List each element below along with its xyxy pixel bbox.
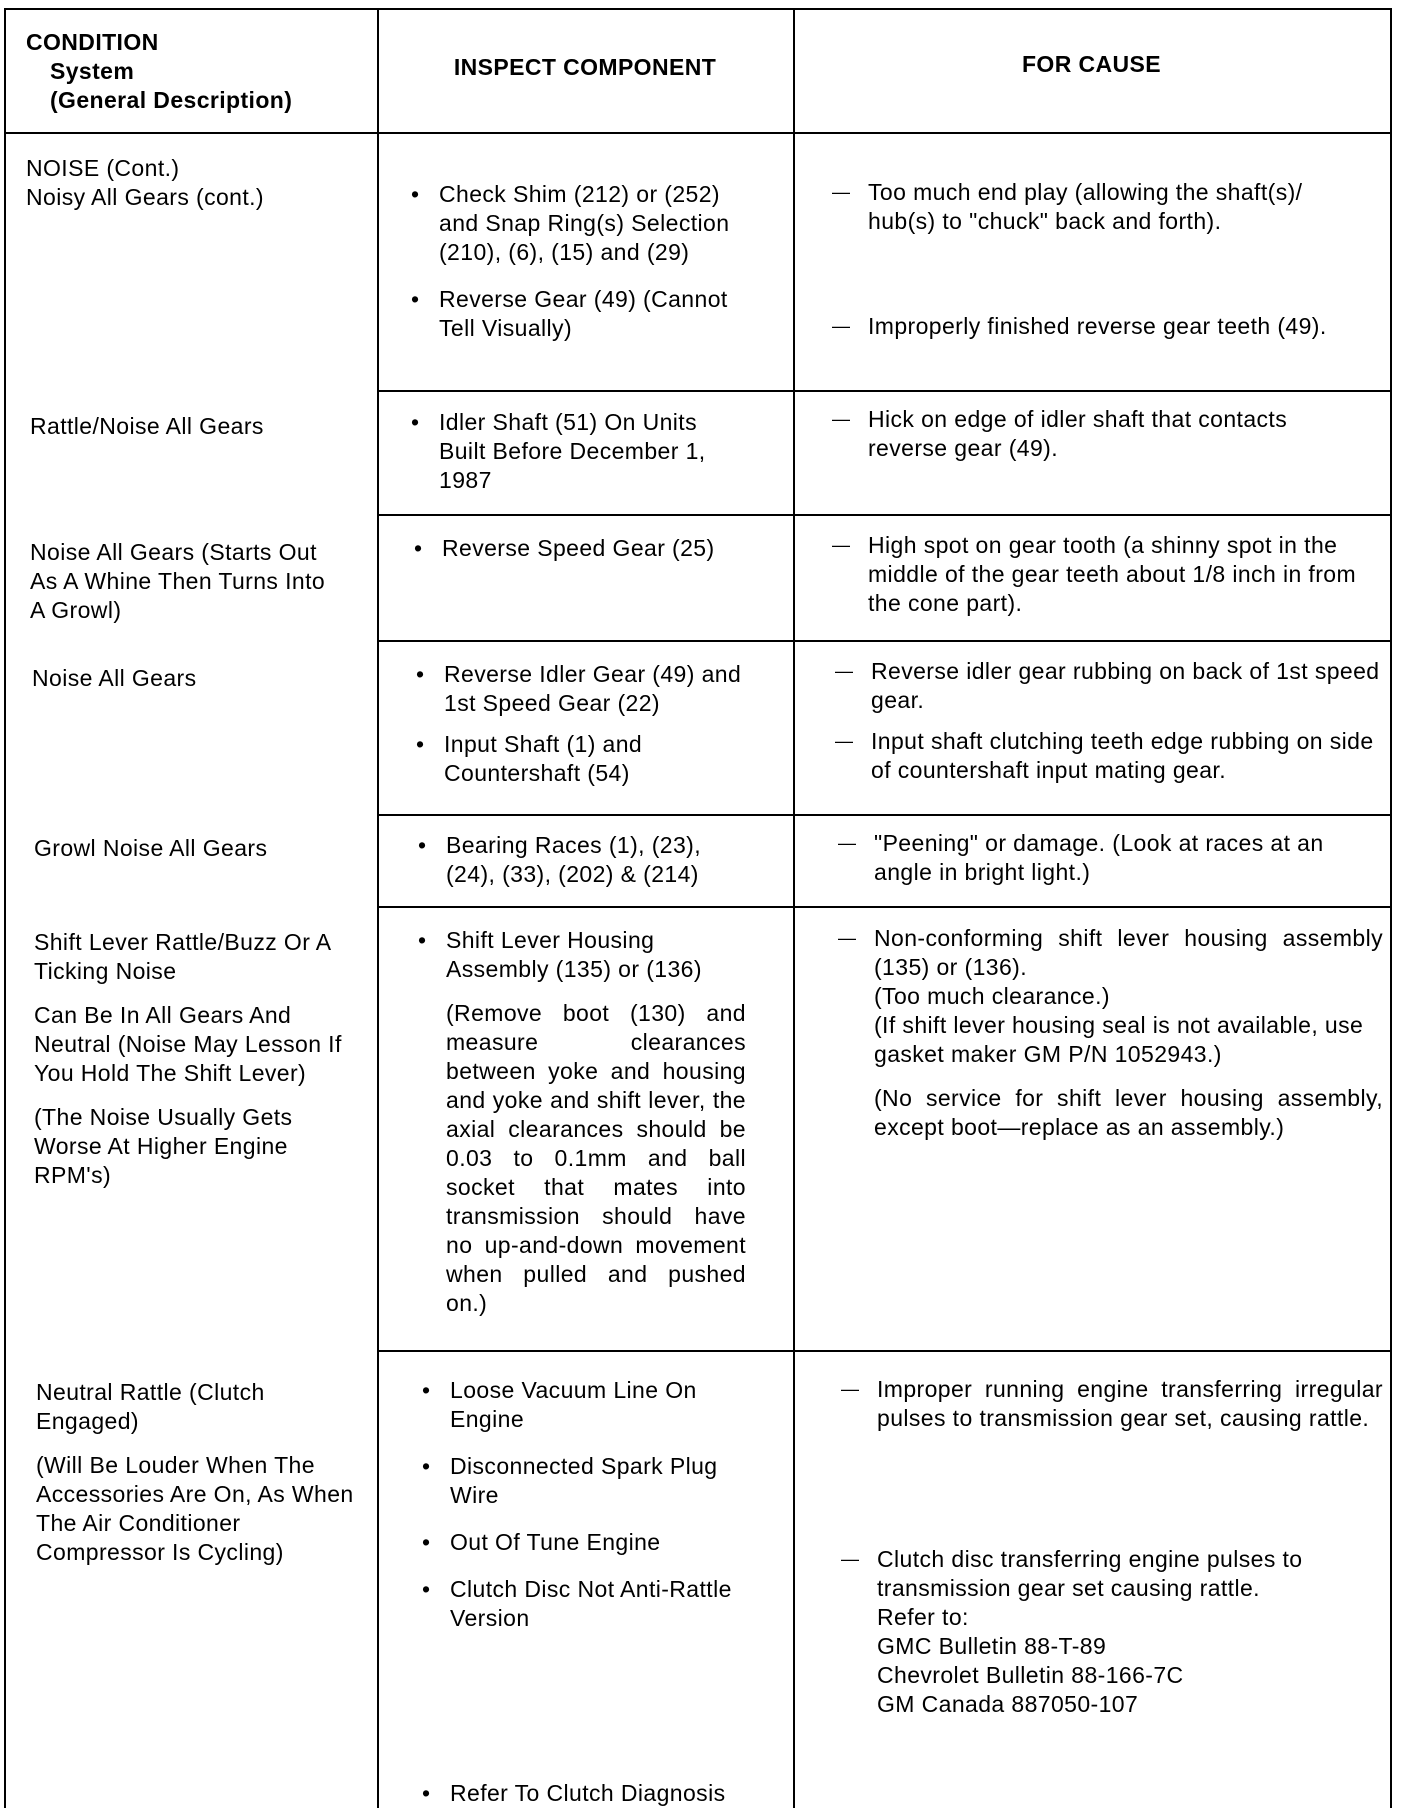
inspect-item: • Reverse Gear (49) (Cannot Tell Visually): [409, 285, 739, 343]
inspect-item: • Check Shim (212) or (252) and Snap Ring(s) Selection (210), (6), (15) and (29): [409, 180, 739, 267]
inspect-note: (Remove boot (130) and measure clearances between yoke and housing and yoke and shift lever, the axial clearances should be 0.03 to 0.1mm and ball socket that mates into transmission should have no up-and-down movement when pulled and pushed on.): [446, 1000, 746, 1316]
row-condition: [34, 834, 364, 863]
row-divider: [377, 906, 1392, 908]
row-condition: [34, 928, 354, 1190]
condition-line: Shift Lever Rattle/Buzz Or A Ticking Noise: [34, 929, 331, 984]
cause-item: — Improper running engine transferring irregular pulses to transmission gear set, causing rattle.: [841, 1375, 1383, 1433]
cause-note: (If shift lever housing seal is not available, use gasket maker GM P/N 1052943.): [874, 1012, 1364, 1067]
inspect-item: • Shift Lever Housing Assembly (135) or (136): [416, 926, 746, 984]
cause-item: — Input shaft clutching teeth edge rubbing on side of countershaft input mating gear.: [835, 727, 1380, 785]
row-divider: [377, 640, 1392, 642]
condition-line: Noise All Gears: [32, 665, 197, 691]
header-divider: [4, 132, 1392, 134]
cause-reference: GM Canada 887050-107: [877, 1691, 1139, 1717]
row-inspect: [409, 180, 739, 343]
inspect-item: • Out Of Tune Engine: [420, 1528, 750, 1557]
inspect-item: • Reverse Idler Gear (49) and 1st Speed Gear (22): [414, 660, 744, 718]
header-condition-system: System: [50, 58, 135, 84]
row-condition: [36, 1378, 356, 1567]
inspect-item: • Loose Vacuum Line On Engine: [420, 1376, 750, 1434]
row-cause: [832, 531, 1377, 618]
row-inspect: [420, 1376, 750, 1808]
cause-item: — "Peening" or damage. (Look at races at an angle in bright light.): [838, 829, 1383, 887]
cause-item: — Non-conforming shift lever housing assembly (135) or (136).: [838, 924, 1383, 982]
row-condition: [32, 664, 362, 693]
inspect-item: • Refer To Clutch Diagnosis: [420, 1779, 750, 1808]
header-condition-title: CONDITION: [26, 29, 159, 55]
cause-item: — Too much end play (allowing the shaft(s)/ hub(s) to "chuck" back and forth).: [832, 178, 1370, 236]
cause-reference: Chevrolet Bulletin 88-166-7C: [877, 1662, 1184, 1688]
condition-line: Noise All Gears (Starts Out As A Whine Then Turns Into A Growl): [30, 539, 326, 623]
diagnosis-table: [4, 8, 1394, 1808]
column-divider-1: [377, 8, 379, 1808]
row-condition: [26, 154, 356, 212]
row-inspect: [414, 660, 744, 788]
condition-line: (The Noise Usually Gets Worse At Higher Engine RPM's): [34, 1104, 293, 1188]
cause-reference: GMC Bulletin 88-T-89: [877, 1633, 1107, 1659]
row-cause: [838, 924, 1383, 1142]
row-cause: [832, 405, 1370, 463]
row-cause: [832, 178, 1370, 341]
condition-line: Can Be In All Gears And Neutral (Noise May Lesson If You Hold The Shift Lever): [34, 1002, 342, 1086]
row-divider: [377, 514, 1392, 516]
row-cause: [835, 657, 1380, 785]
header-inspect-component: INSPECT COMPONENT: [453, 54, 717, 80]
cause-item: — Reverse idler gear rubbing on back of 1st speed gear.: [835, 657, 1380, 715]
row-inspect: [416, 831, 746, 889]
inspect-item: • Input Shaft (1) and Countershaft (54): [414, 730, 744, 788]
inspect-item: • Disconnected Spark Plug Wire: [420, 1452, 750, 1510]
cause-reference: Refer to:: [877, 1604, 969, 1630]
condition-line: NOISE (Cont.): [26, 155, 180, 181]
table-border-top: [4, 8, 1392, 10]
inspect-item: • Clutch Disc Not Anti-Rattle Version: [420, 1575, 750, 1633]
inspect-item: • Bearing Races (1), (23), (24), (33), (202) & (214): [416, 831, 746, 889]
table-border-right: [1390, 8, 1392, 1808]
cause-note: (No service for shift lever housing assembly, except boot—replace as an assembly.): [874, 1085, 1383, 1140]
row-condition: [30, 412, 360, 441]
row-divider: [377, 814, 1392, 816]
cause-item: — Clutch disc transferring engine pulses to transmission gear set causing rattle.: [841, 1545, 1383, 1603]
cause-item: — High spot on gear tooth (a shinny spot in the middle of the gear teeth about 1/8 inch in from the cone part).: [832, 531, 1377, 618]
inspect-item: • Idler Shaft (51) On Units Built Before December 1, 1987: [409, 408, 739, 495]
row-cause: [841, 1375, 1383, 1719]
row-cause: [838, 829, 1383, 887]
row-divider: [377, 390, 1392, 392]
row-divider: [377, 1350, 1392, 1352]
condition-line: Neutral Rattle (Clutch Engaged): [36, 1379, 265, 1434]
row-inspect: [409, 408, 739, 495]
row-condition: [30, 538, 340, 625]
row-inspect: [416, 926, 746, 1318]
condition-line: Growl Noise All Gears: [34, 835, 268, 861]
inspect-item: • Reverse Speed Gear (25): [412, 534, 742, 563]
column-divider-2: [793, 8, 795, 1808]
header-condition-description: (General Description): [50, 87, 293, 113]
row-inspect: [412, 534, 742, 563]
table-border-left: [4, 8, 6, 1808]
cause-item: — Improperly finished reverse gear teeth (49).: [832, 312, 1370, 341]
condition-line: Noisy All Gears (cont.): [26, 184, 264, 210]
condition-line: (Will Be Louder When The Accessories Are On, As When The Air Conditioner Compressor Is Cycling): [36, 1452, 354, 1565]
header-for-cause: FOR CAUSE: [1021, 51, 1162, 77]
cause-note: (Too much clearance.): [874, 983, 1110, 1009]
condition-line: Rattle/Noise All Gears: [30, 413, 264, 439]
header-condition: [26, 28, 366, 115]
cause-item: — Hick on edge of idler shaft that contacts reverse gear (49).: [832, 405, 1370, 463]
